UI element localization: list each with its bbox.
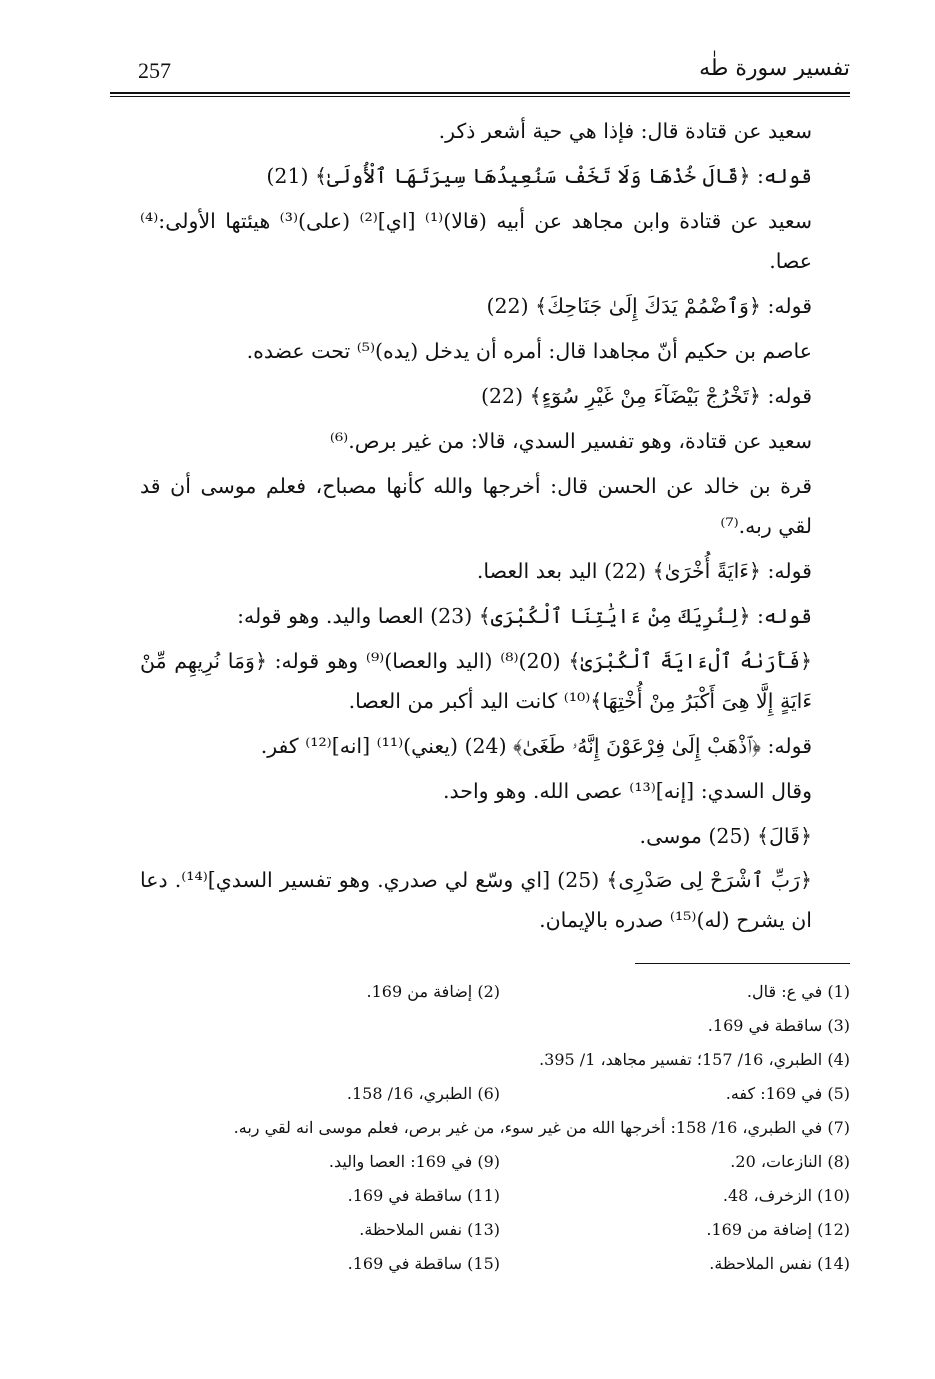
footnote-row [140,1077,850,1111]
footnote-row [140,1111,850,1145]
paragraph: عاصم بن حكيم أنّ مجاهدا قال: أمره أن يدخل (يده)⁽⁵⁾ تحت عضده. [246,338,812,363]
footnote: (2) إضافة من 169. [366,982,500,1001]
footnote-row [140,975,850,1009]
main-text [140,112,850,946]
footnote: (6) الطبري، 16/ 158. [346,1084,500,1103]
footnote: (11) ساقطة في 169. [347,1186,500,1205]
paragraph: سعيد عن قتادة، وهو تفسير السدي، قالا: من غير برص.⁽⁶⁾ [329,428,812,453]
footnote: (10) الزخرف، 48. [722,1186,850,1205]
footnote: (9) في 169: العصا واليد. [328,1152,500,1171]
paragraph: قرة بن خالد عن الحسن قال: أخرجها والله كأنها مصباح، فعلم موسى أن قد لقي ربه.⁽⁷⁾ [140,473,812,538]
footnote: (15) ساقطة في 169. [347,1254,500,1273]
paragraph: قوله: ﴿ٱذْهَبْ إِلَىٰ فِرْعَوْنَ إِنَّهُۥ طَغَىٰ﴾ (24) (يعني)⁽¹¹⁾ [انه]⁽¹²⁾ كفر. [260,733,812,758]
footnote: (5) في 169: كفه. [725,1084,850,1103]
footnote-row [140,1009,850,1043]
paragraph: ﴿فَأَرَىٰهُ ٱلْءَايَةَ ٱلْكُبْرَىٰ﴾ (20)⁽⁸⁾ (اليد والعصا)⁽⁹⁾ وهو قوله: ﴿وَمَا نُرِيهِم مِّنْ ءَايَةٍ إِلَّا هِىَ أَكْبَرُ مِنْ أُخْتِهَا﴾⁽¹⁰⁾ كانت اليد أكبر من العصا. [140,648,812,713]
footnote: (1) في ع: قال. [746,982,850,1001]
paragraph: قوله: ﴿لِنُرِيَكَ مِنْ ءَايَٰتِنَا ٱلْكُبْرَى﴾ (23) العصا واليد. وهو قوله: [237,603,812,628]
paragraph: سعيد عن قتادة وابن مجاهد عن أبيه (قالا)⁽¹⁾ [اي]⁽²⁾ (على)⁽³⁾ هيئتها الأولى:⁽⁴⁾ عصا. [140,208,812,273]
footnote-row [140,1247,850,1281]
footnote: (4) الطبري، 16/ 157؛ تفسير مجاهد، 1/ 395. [539,1050,850,1069]
paragraph: قوله: ﴿وَٱضْمُمْ يَدَكَ إِلَىٰ جَنَاحِكَ﴾ (22) [486,293,812,318]
footnotes [140,975,850,1281]
footnote-row [140,1213,850,1247]
paragraph: وقال السدي: [إنه]⁽¹³⁾ عصى الله. وهو واحد. [443,778,812,803]
header-rule-thin [110,96,850,97]
paragraph: قوله: ﴿قَالَ خُذْهَا وَلَا تَخَفْ سَنُعِيدُهَا سِيرَتَهَا ٱلْأُولَىٰ﴾ (21) [266,163,812,188]
running-title: تفسير سورة طٰه [699,56,850,81]
footnote: (3) ساقطة في 169. [707,1016,850,1035]
header-rule [110,92,850,94]
page-number: 257 [138,58,171,83]
footnote: (14) نفس الملاحظة. [709,1254,850,1273]
footnote: (8) النازعات، 20. [730,1152,850,1171]
footnote-row [140,1145,850,1179]
paragraph: ﴿رَبِّ ٱشْرَحْ لِى صَدْرِى﴾ (25) [اي وسّع لي صدري. وهو تفسير السدي]⁽¹⁴⁾. دعا ان يشرح (له)⁽¹⁵⁾ صدره بالإيمان. [140,868,813,933]
footnote: (13) نفس الملاحظة. [359,1220,500,1239]
paragraph: سعيد عن قتادة قال: فإذا هي حية أشعر ذكر. [438,119,812,143]
footnote: (7) في الطبري، 16/ 158: أخرجها الله من غير سوء، من غير برص، فعلم موسى انه لقي ربه. [233,1118,850,1137]
paragraph: ﴿قَالَ﴾ (25) موسى. [639,823,812,848]
footnote: (12) إضافة من 169. [706,1220,850,1239]
page-header [110,40,850,98]
footnote-row [140,1043,850,1077]
paragraph: قوله: ﴿ءَايَةً أُخْرَىٰ﴾ (22) اليد بعد العصا. [476,558,812,583]
footnote-row [140,1179,850,1213]
paragraph: قوله: ﴿تَخْرُجْ بَيْضَآءَ مِنْ غَيْرِ سُوٓءٍ﴾ (22) [481,383,812,408]
footnote-separator [635,963,850,964]
